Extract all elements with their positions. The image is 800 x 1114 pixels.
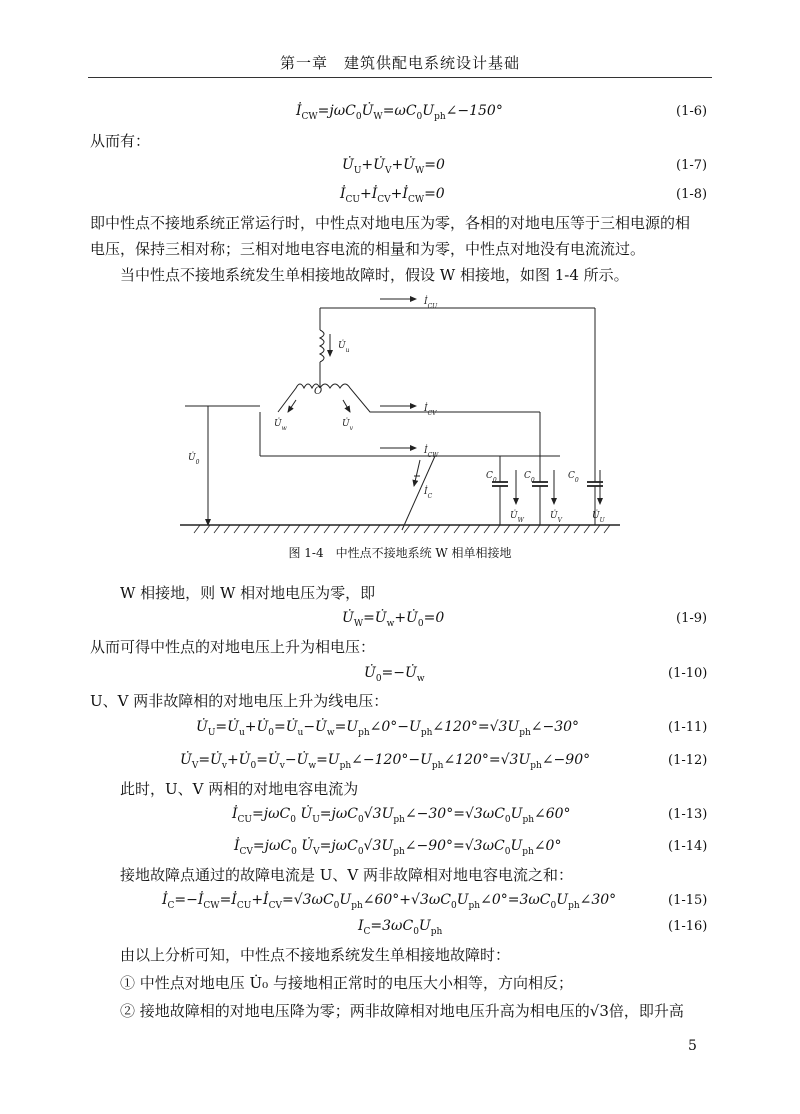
equation-1-10: $U̇_0=-U̇_w$ [364,665,425,684]
eq-number-1-6: (1-6) [676,104,708,119]
page-number: 5 [688,1038,697,1054]
label-uv: $U̇_v$ [342,419,353,432]
eq-number-1-10: (1-10) [668,666,708,681]
text-line: 由以上分析可知，中性点不接地系统发生单相接地故障时： [120,946,511,964]
equation-1-13: $İ_{CU}=j\omega C_0$ $U̇_U=j\omega C_0√3U_{ph}\angle-30^\circ=√3\omega C_0U_{ph}\angle 60^\circ$ [232,806,571,825]
label-c0: $C_0$ [486,471,497,484]
label-icu: $İ_{CU}$ [424,297,438,310]
eq-number-1-8: (1-8) [676,187,708,202]
label-ic: $İ_C$ [424,487,433,500]
equation-1-14: $İ_{CV}=j\omega C_0$ $U̇_V=j\omega C_0√3U_{ph}\angle-90^\circ=√3\omega C_0U_{ph}\angle 0^\circ$ [234,838,562,857]
eq-number-1-15: (1-15) [668,893,708,908]
text-line: 即中性点不接地系统正常运行时，中性点对地电压为零，各相的对地电压等于三相电源的相 [90,214,691,232]
label-icv: $İ_{CV}$ [424,404,437,417]
label-uu: $U̇_u$ [338,341,350,354]
label-o: O [314,386,323,397]
label-uW: $U̇_W$ [510,511,524,524]
figure-1-4-circuit [180,290,620,535]
text-line: 接地故障点通过的故障电流是 U、V 两非故障相对地电容电流之和： [120,866,574,884]
equation-1-9: $U̇_W=U̇_w+U̇_0=0$ [342,610,445,629]
eq-number-1-16: (1-16) [668,919,708,934]
figure-caption: 图 1-4 中性点不接地系统 W 相单相接地 [288,546,512,560]
text-line: W 相接地，则 W 相对地电压为零，即 [120,584,376,602]
label-uw: $U̇_w$ [274,419,287,432]
eq-number-1-12: (1-12) [668,753,708,768]
text-line: 从而可得中性点的对地电压上升为相电压： [90,638,376,656]
eq-number-1-14: (1-14) [668,839,708,854]
label-c0: $C_0$ [568,471,579,484]
equation-1-11: $U̇_U=U̇_u+U̇_0=U̇_u-U̇_w=U_{ph}\angle 0^\circ-U_{ph}\angle 120^\circ=√3U_{ph}\angle-30^\circ$ [196,719,580,738]
equation-1-12: $U̇_V=U̇_v+U̇_0=U̇_v-U̇_w=U_{ph}\angle-120^\circ-U_{ph}\angle 120^\circ=√3U_{ph}\angle-90^\circ$ [180,752,591,771]
eq-number-1-11: (1-11) [668,720,708,735]
equation-1-6: $İ_{CW}=j\omega C_0U̇_W=\omega C_0U_{ph}\angle-150^\circ$ [296,103,503,122]
label-uU: $U̇_U$ [592,511,605,524]
label-c0: $C_0$ [524,471,535,484]
text-line: 从而有： [90,132,151,150]
label-u0: $U̇_0$ [188,453,200,466]
eq-number-1-9: (1-9) [676,611,708,626]
equation-1-15: $İ_C=-İ_{CW}=İ_{CU}+İ_{CV}=√3\omega C_0U_{ph}\angle 60^\circ+√3\omega C_0U_{ph}\angle 0^\circ=3\omega C_0U_{ph}\angle 30^\circ$ [162,892,617,911]
text-line: 电压，保持三相对称；三相对地电容电流的相量和为零，中性点对地没有电流流过。 [90,240,646,258]
eq-number-1-13: (1-13) [668,807,708,822]
label-uV: $U̇_V$ [550,511,562,524]
list-item: ② 接地故障相的对地电压降为零；两非故障相对地电压升高为相电压的√3倍，即升高 [120,1002,684,1020]
text-line: 当中性点不接地系统发生单相接地故障时，假设 W 相接地，如图 1-4 所示。 [120,266,629,284]
label-icw: $İ_{CW}$ [424,446,439,459]
equation-1-8: $İ_{CU}+İ_{CV}+İ_{CW}=0$ [340,186,445,205]
equation-1-7: $U̇_U+U̇_V+U̇_W=0$ [342,157,445,176]
list-item: ① 中性点对地电压 U̇₀ 与接地相正常时的电压大小相等，方向相反； [120,974,573,992]
equation-1-16: $I_C=3\omega C_0U_{ph}$ [358,918,443,937]
running-header: 第一章 建筑供配电系统设计基础 [279,54,520,72]
text-line: U、V 两非故障相的对地电压上升为线电压： [90,692,389,710]
text-line: 此时，U、V 两相的对地电容电流为 [120,780,359,798]
eq-number-1-7: (1-7) [676,158,708,173]
header-rule [88,77,712,78]
